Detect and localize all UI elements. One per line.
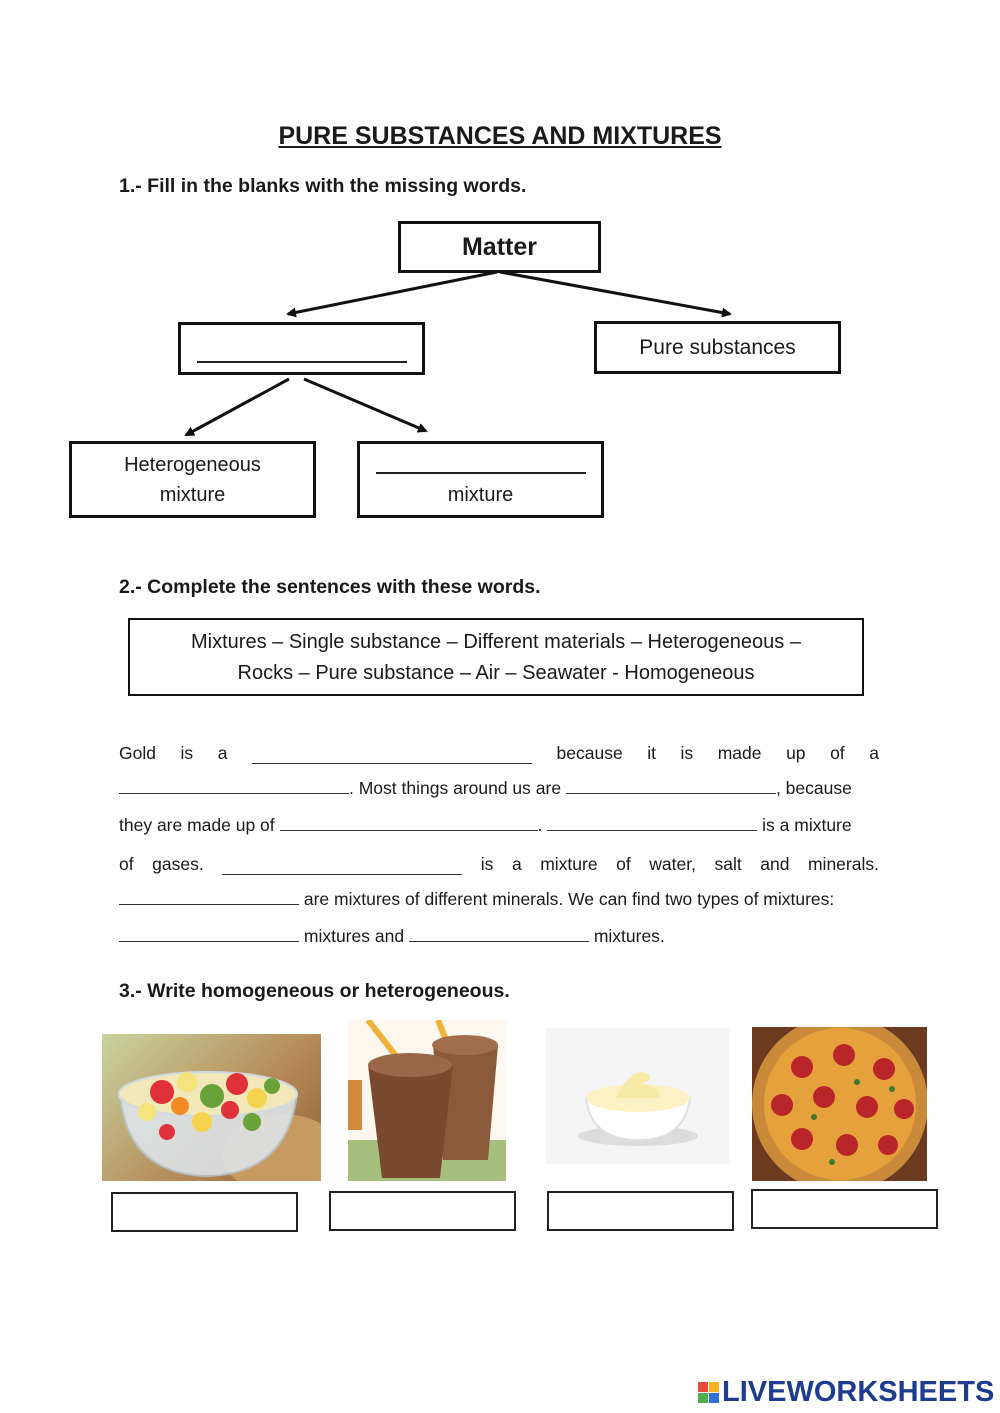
word-bank-line1: Mixtures – Single substance – Different materials – Heterogeneous – bbox=[191, 631, 801, 653]
blank-pure-substance[interactable] bbox=[252, 747, 532, 764]
word: Gold bbox=[119, 743, 156, 763]
node-homogeneous-line2: mixture bbox=[447, 483, 514, 506]
word: of bbox=[119, 854, 134, 874]
word: a bbox=[869, 743, 879, 763]
text: mixtures and bbox=[303, 926, 405, 946]
mayonnaise-image bbox=[546, 1028, 729, 1164]
text: , because bbox=[775, 778, 852, 798]
text: they are made up of bbox=[119, 815, 275, 835]
word: salt bbox=[714, 854, 742, 874]
mayonnaise-illustration bbox=[546, 1028, 729, 1164]
node-pure-substances-label: Pure substances bbox=[639, 335, 796, 359]
blank-mixture-type-1[interactable] bbox=[119, 925, 299, 942]
page-title: PURE SUBSTANCES AND MIXTURES bbox=[278, 122, 722, 150]
node-heterogeneous-line2: mixture bbox=[159, 483, 226, 506]
word: of bbox=[830, 743, 845, 763]
node-homogeneous-blank bbox=[357, 441, 604, 518]
pizza-illustration bbox=[752, 1027, 927, 1181]
answer-box-fruit-salad[interactable] bbox=[111, 1192, 298, 1232]
word: water, bbox=[649, 854, 696, 874]
word: a bbox=[511, 854, 522, 874]
milkshake-image bbox=[348, 1020, 506, 1181]
word-bank bbox=[128, 618, 864, 696]
text: . Most things around us are bbox=[349, 778, 562, 798]
word: up bbox=[786, 743, 806, 763]
word: and bbox=[760, 854, 790, 874]
liveworksheets-brand-text: LIVEWORKSHEETS bbox=[722, 1376, 995, 1408]
word: is bbox=[480, 854, 494, 874]
pizza-image bbox=[752, 1027, 927, 1181]
section1-heading: 1.- Fill in the blanks with the missing words. bbox=[119, 175, 527, 197]
text: . bbox=[537, 815, 543, 835]
word: gases. bbox=[152, 854, 204, 874]
text: is a mixture bbox=[762, 815, 852, 835]
word: is bbox=[180, 743, 194, 763]
para-line-1 bbox=[119, 740, 879, 764]
word: of bbox=[616, 854, 631, 874]
arrow-mixture-left bbox=[186, 379, 289, 435]
word: mixture bbox=[540, 854, 598, 874]
answer-box-pizza[interactable] bbox=[751, 1189, 938, 1229]
arrow-matter-left bbox=[288, 272, 497, 314]
arrow-mixture-right bbox=[304, 379, 426, 431]
node-heterogeneous-line1: Heterogeneous bbox=[124, 453, 261, 476]
liveworksheets-logo-icon bbox=[698, 1382, 719, 1403]
blank-mixtures[interactable] bbox=[566, 777, 776, 794]
node-pure-substances bbox=[594, 321, 841, 374]
word: it bbox=[647, 743, 656, 763]
node-homogeneous-blank-line[interactable] bbox=[376, 450, 586, 474]
fruit-salad-image bbox=[102, 1034, 321, 1181]
para-line-2 bbox=[119, 777, 879, 801]
para-line-3 bbox=[119, 814, 879, 838]
node-heterogeneous-mixture bbox=[69, 441, 316, 518]
node-matter bbox=[398, 221, 601, 273]
node-mixtures-blank-line[interactable] bbox=[197, 339, 407, 363]
fill-paragraph bbox=[119, 740, 879, 950]
word: because bbox=[556, 743, 623, 763]
word: made bbox=[717, 743, 762, 763]
liveworksheets-logo bbox=[698, 1376, 994, 1409]
blank-air[interactable] bbox=[547, 814, 757, 831]
arrow-matter-right bbox=[500, 272, 730, 314]
para-line-4 bbox=[119, 851, 879, 875]
word-bank-line2: Rocks – Pure substance – Air – Seawater - Homogeneous bbox=[237, 662, 755, 684]
word: minerals. bbox=[807, 854, 879, 874]
blank-different-materials[interactable] bbox=[280, 814, 538, 831]
word: is bbox=[680, 743, 694, 763]
node-mixtures-blank[interactable] bbox=[178, 322, 425, 375]
blank-rocks[interactable] bbox=[119, 888, 299, 905]
text: are mixtures of different minerals. We can find two types of mixtures: bbox=[303, 889, 835, 909]
node-matter-label: Matter bbox=[461, 233, 537, 261]
section2-heading: 2.- Complete the sentences with these words. bbox=[119, 576, 541, 598]
blank-single-substance[interactable] bbox=[119, 777, 349, 794]
milkshake-illustration bbox=[348, 1020, 506, 1181]
answer-box-mayonnaise[interactable] bbox=[547, 1191, 734, 1231]
fruit-salad-illustration bbox=[102, 1034, 321, 1181]
blank-seawater[interactable] bbox=[222, 858, 462, 875]
section3-heading: 3.- Write homogeneous or heterogeneous. bbox=[119, 980, 510, 1002]
word: a bbox=[217, 743, 228, 763]
blank-mixture-type-2[interactable] bbox=[409, 925, 589, 942]
para-line-6 bbox=[119, 925, 879, 949]
text: mixtures. bbox=[593, 926, 665, 946]
para-line-5 bbox=[119, 888, 879, 912]
answer-box-milkshake[interactable] bbox=[329, 1191, 516, 1231]
